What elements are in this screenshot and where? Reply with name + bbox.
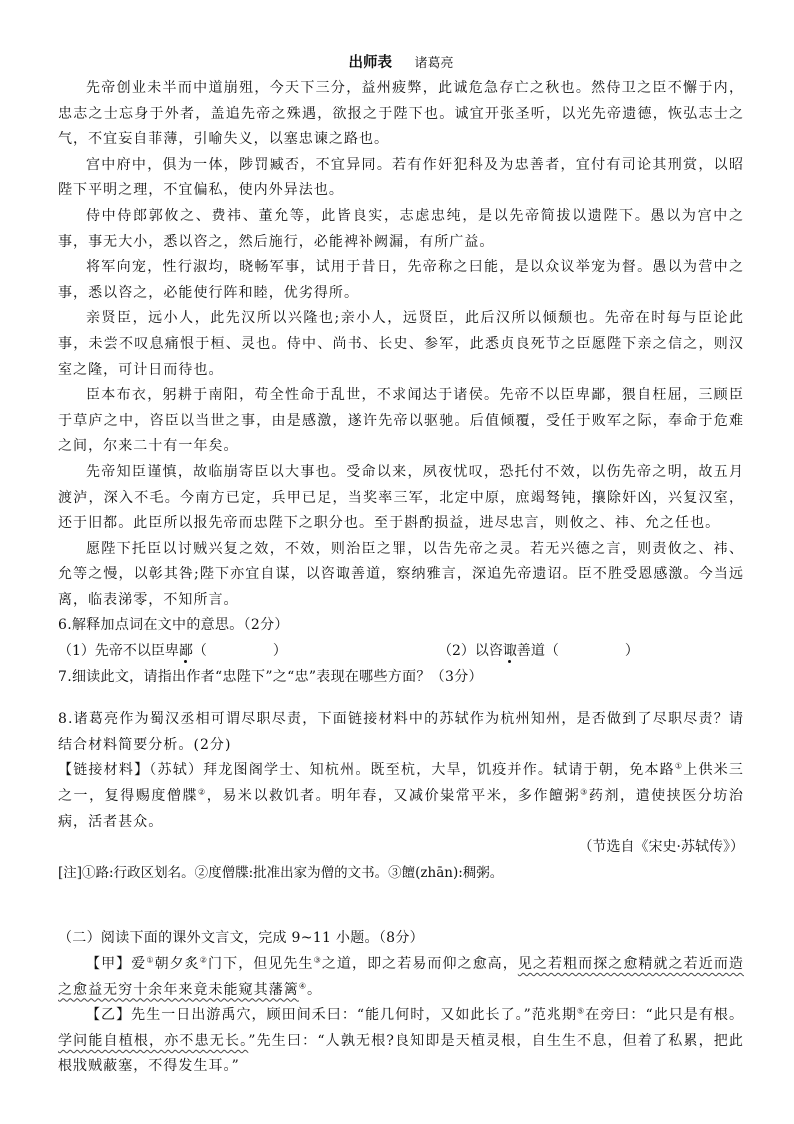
- essay-paragraph: 先帝创业未半而中道崩殂，今天下三分，益州疲弊，此诚危急存亡之秋也。然侍卫之臣不懈于内，忠志之士忘身于外者，盖追先帝之殊遇，欲报之于陛下也。诚宜开张圣听，以光先帝遗德，恢弘志士之气，不宜妄自菲薄，引喻失义，以塞忠谏之路也。: [58, 80, 744, 148]
- essay-paragraph: 将军向宠，性行淑均，晓畅军事，试用于昔日，先帝称之曰能，是以众议举宠为督。愚以为营中之事，悉以咨之，必能使行阵和睦，优劣得所。: [58, 259, 744, 301]
- essay-header: [58, 52, 744, 74]
- footnote-mark: ②: [198, 787, 207, 797]
- section-2-heading: （二）阅读下面的课外文言文，完成 9~11 小题。（8分）: [58, 930, 424, 947]
- q6-item2-close: ）: [624, 643, 639, 660]
- footnote-mark: ③: [313, 955, 322, 965]
- essay-paragraph: 臣本布衣，躬耕于南阳，苟全性命于乱世，不求闻达于诸侯。先帝不以臣卑鄙，猥自枉屈，三顾臣于草庐之中，咨臣以当世之事，由是感激，遂许先帝以驱驰。后值倾覆，受任于败军之际，奉命于危难之间，尔来二十有一年矣。: [58, 387, 744, 455]
- wavy-underlined-sentence: 学问能自植根，亦不患无长。: [58, 1032, 249, 1049]
- link-text: 上供米三之一，复得赐度僧牒: [58, 762, 744, 805]
- essay-paragraph: 宫中府中，俱为一体，陟罚臧否，不宜异同。若有作奸犯科及为忠善者，宜付有司论其刑赏，以昭陛下平明之理，不宜偏私，使内外异法也。: [58, 156, 744, 199]
- question-6-item-2: [438, 639, 639, 665]
- yi-text: 【乙】先生一日出游禹穴，顾田间禾曰：“能几何时，又如此长了。”范兆期: [86, 1007, 578, 1024]
- section-gap: [58, 886, 744, 926]
- footnote-mark: ①: [146, 955, 155, 965]
- q6-item2-open: 善道（: [516, 643, 559, 660]
- jia-text: 门下，但见先生: [208, 956, 314, 972]
- footnote-mark: ④: [298, 980, 308, 990]
- essay-paragraph: 侍中侍郎郭攸之、费祎、董允等，此皆良实，志虑忠纯，是以先帝简拔以遗陛下。愚以为宫中之事，事无大小，悉以咨之，然后施行，必能裨补阙漏，有所广益。: [58, 207, 744, 250]
- exam-page: [58, 52, 744, 1080]
- question-7: 7.细读此文，请指出作者“忠陛下”之“忠”表现在哪些方面？（3分）: [58, 668, 483, 685]
- yi-text: ”先生曰：“人孰无根?良知即是天植灵根，自生生不息，但着了私累，把此根戕贼蔽塞，不得发生耳。”: [58, 1032, 744, 1075]
- footnote-mark: ①: [674, 761, 684, 771]
- link-text: ，易米以救饥者。明年春，又减价粜常平米，多作饘粥: [206, 788, 581, 805]
- link-material: [58, 758, 744, 835]
- q6-item1-text: （1）先帝不以臣卑: [58, 643, 179, 660]
- question-8: 8.诸葛亮作为蜀汉丞相可谓尽职尽责，下面链接材料中的苏轼作为杭州知州，是否做到了尽职尽责？请结合材料简要分析。(2分): [58, 711, 744, 753]
- q6-item1-open: （: [192, 643, 207, 660]
- answer-space: [58, 690, 744, 707]
- link-text: 药剂，遣使挟医分坊治病，活者甚众。: [58, 788, 744, 830]
- jia-text: 朝夕炙: [154, 956, 200, 972]
- jia-text: 之道，即之若易而仰之愈高，: [321, 956, 518, 972]
- link-text: 【链接材料】（苏轼）拜龙图阁学士、知杭州。既至杭，大旱，饥疫并作。轼请于朝，免本路: [58, 762, 675, 779]
- jia-text: 。: [307, 981, 323, 998]
- essay-author: 诸葛亮: [414, 56, 454, 71]
- q6-item2-text: （2）以咨: [438, 643, 503, 660]
- yi-text: 在旁曰：“此只是有根。: [585, 1007, 744, 1024]
- essay-title: 出师表: [348, 54, 393, 71]
- jia-text: 【甲】爱: [86, 956, 147, 972]
- passage-jia: [58, 952, 744, 1003]
- footnote-mark: ⑤: [577, 1006, 586, 1016]
- question-6-item-1: [58, 639, 438, 665]
- q6-item2-dotted-word: 诹: [502, 643, 517, 660]
- wavy-underlined-sentence: 见之若粗而探之愈精就之若近而造之愈益无穷十余年来竟未能窥其藩篱: [58, 956, 744, 998]
- essay-paragraph: 先帝知臣谨慎，故临崩寄臣以大事也。受命以来，夙夜忧叹，恐托付不效，以伤先帝之明，故五月渡泸，深入不毛。今南方已定，兵甲已足，当奖率三军，北定中原，庶竭驽钝，攘除奸凶，兴复汉室，还于旧都。此臣所以报先帝而忠陛下之职分也。至于斟酌损益，进尽忠言，则攸之、祎、允之任也。: [58, 463, 744, 532]
- essay-paragraph: 亲贤臣，远小人，此先汉所以兴隆也;亲小人，远贤臣，此后汉所以倾颓也。先帝在时每与臣论此事，未尝不叹息痛恨于桓、灵也。侍中、尚书、长史、参军，此悉贞良死节之臣愿陛下亲之信之，则汉室之隆，可计日而待也。: [58, 310, 744, 378]
- question-6-stem: 6.解释加点词在文中的意思。（2分）: [58, 617, 289, 634]
- footnote-mark: ②: [199, 955, 209, 965]
- q6-item1-close: ）: [272, 643, 287, 660]
- essay-paragraph: 愿陛下托臣以讨贼兴复之效，不效，则治臣之罪，以告先帝之灵。若无兴德之言，则责攸之、祎、允等之慢，以彰其咎;陛下亦宜自谋，以咨诹善道，察纳雅言，深追先帝遗诏。臣不胜受恩感激。今当远离，临表涕零，不知所言。: [58, 540, 744, 608]
- passage-yi: [58, 1003, 744, 1080]
- link-source: （节选自《宋史·苏轼传》）: [578, 839, 744, 856]
- footnote: [注]①路:行政区划名。②度僧牒:批准出家为僧的文书。③饘(zhān):稠粥。: [58, 864, 504, 881]
- q6-item1-dotted-word: 鄙: [178, 643, 193, 660]
- footnote-mark: ③: [580, 787, 589, 797]
- question-6-items: [58, 639, 744, 665]
